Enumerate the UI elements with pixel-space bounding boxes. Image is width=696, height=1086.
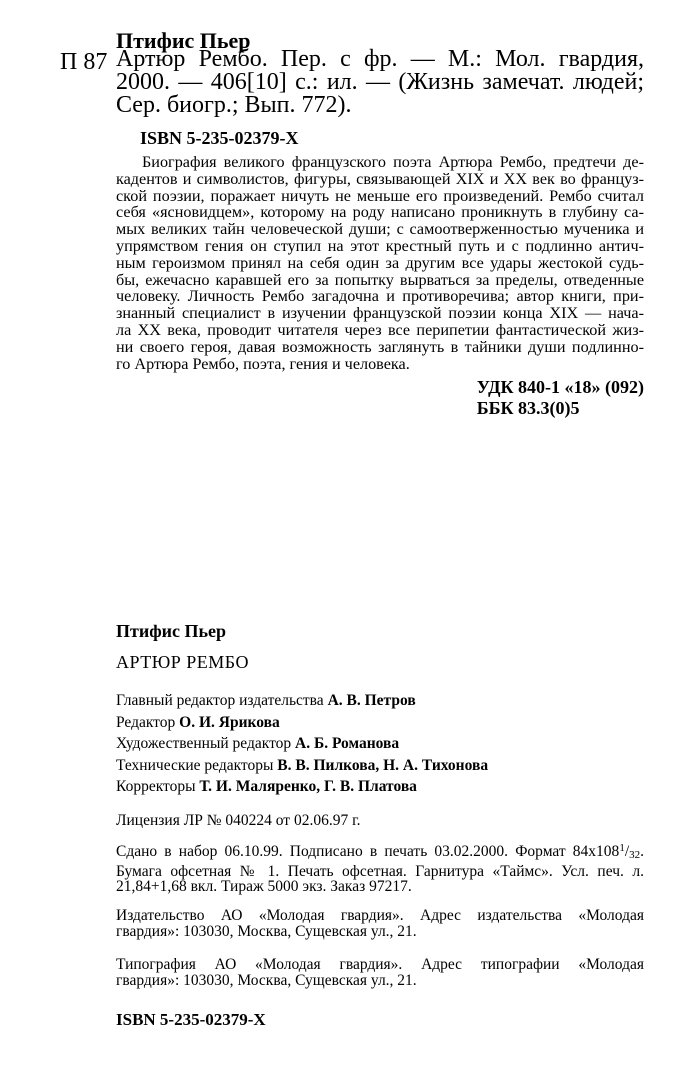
staff-names: О. И. Ярикова <box>179 713 280 731</box>
publisher-address <box>116 908 644 939</box>
staff-names: Т. И. Маляренко, Г. В. Платова <box>199 778 417 795</box>
staff-names: В. В. Пилкова, Н. А. Тихонова <box>277 756 489 774</box>
staff-names: А. Б. Романова <box>295 735 400 752</box>
format-numerator: 1 <box>619 842 625 854</box>
printer-address <box>116 957 644 988</box>
annotation-line: бы, ежечасно каравшей его за попытку вырваться за пределы, отведенные <box>116 270 644 289</box>
annotation-line: себя «ясновидцем», которому на роду написано проникнуть в глубину са- <box>116 203 644 222</box>
staff-line <box>116 755 488 777</box>
annotation-line: ни своего героя, давая возможность заглянуть в тайники души подлинно- <box>116 337 644 356</box>
annotation-line: мых великих тайн человеческой души; с самоотверженностью мученика и <box>116 220 644 239</box>
annotation-line: ным героизмом принял на себя один за другим все удары жестокой судь- <box>116 253 644 272</box>
catalog-code: П 87 <box>60 49 108 75</box>
bbk-code: ББК 83.3(0)5 <box>476 398 580 418</box>
imprint-author: Птифис Пьер <box>116 621 227 641</box>
annotation-line: упрямством гения он ступил на этот крестный путь и с подлинно антич- <box>116 236 644 255</box>
staff-role: Главный редактор издательства <box>116 692 324 709</box>
print-info <box>116 841 644 895</box>
udk-code: УДК 840-1 «18» (092) <box>476 377 644 397</box>
catalog-author: Птифис Пьер <box>116 28 251 53</box>
staff-line <box>116 712 488 734</box>
annotation-line: знанный специалист в изучении французской поэзии конца XIX — нача- <box>116 304 644 323</box>
catalog-entry <box>116 48 644 117</box>
staff-line <box>116 776 488 798</box>
print-info-text: Сдано в набор 06.10.99. Подписано в печать 03.02.2000. Формат 84x108 <box>116 843 620 860</box>
staff-role: Художественный редактор <box>116 735 292 752</box>
print-info-line <box>116 841 644 864</box>
imprint-title: АРТЮР РЕМБО <box>116 652 249 672</box>
annotation-line: ла XX века, проводит читателя через все перипетии фантастической жиз- <box>116 320 644 339</box>
catalog-entry-line: Сер. биогр.; Вып. 772). <box>116 92 352 118</box>
imprint-isbn: ISBN 5-235-02379-X <box>116 1010 266 1029</box>
printer-line: гвардия»: 103030, Москва, Сущевская ул., 21. <box>116 971 417 989</box>
annotation-line: человеку. Личность Рембо загадочна и противоречива; автор книги, при- <box>116 287 644 306</box>
staff-list <box>116 690 488 798</box>
staff-line <box>116 690 488 712</box>
staff-names: А. В. Петров <box>327 692 416 709</box>
annotation <box>116 154 644 372</box>
print-info-line: 21,84+1,68 вкл. Тираж 5000 экз. Заказ 97217. <box>116 878 412 895</box>
staff-role: Корректоры <box>116 778 196 795</box>
format-denominator: 32 <box>629 849 641 861</box>
staff-line <box>116 733 488 755</box>
staff-role: Редактор <box>116 713 176 731</box>
annotation-line: Биография великого французского поэта Артюра Рембо, предтечи де- <box>142 153 644 171</box>
annotation-line: ской поэзии, поражает ничуть не меньше его произведений. Рембо считал <box>116 186 644 205</box>
catalog-entry-line: Артюр Рембо. Пер. с фр. — М.: Мол. гвардия, <box>116 46 644 72</box>
classification-codes <box>477 377 644 419</box>
publisher-line: Издательство АО «Молодая гвардия». Адрес издательства «Молодая <box>116 907 644 924</box>
annotation-line: го Артюра Рембо, поэта, гения и человека. <box>116 354 410 373</box>
print-info-line: Бумага офсетная № 1. Печать офсетная. Гарнитура «Таймс». Усл. печ. л. <box>116 862 644 880</box>
format-separator: / <box>624 843 630 860</box>
publisher-line: гвардия»: 103030, Москва, Сущевская ул., 21. <box>116 922 417 940</box>
license: Лицензия ЛР № 040224 от 02.06.97 г. <box>116 812 361 829</box>
annotation-line: кадентов и символистов, фигуры, связывающей XIX и XX век во француз- <box>116 169 644 188</box>
printer-line: Типография АО «Молодая гвардия». Адрес типографии «Молодая <box>116 956 644 973</box>
format-end: . <box>640 843 644 860</box>
catalog-entry-line: 2000. — 406[10] с.: ил. — (Жизнь замечат. людей; <box>116 69 644 95</box>
staff-role: Технические редакторы <box>116 756 274 774</box>
catalog-isbn: ISBN 5-235-02379-X <box>140 128 299 148</box>
